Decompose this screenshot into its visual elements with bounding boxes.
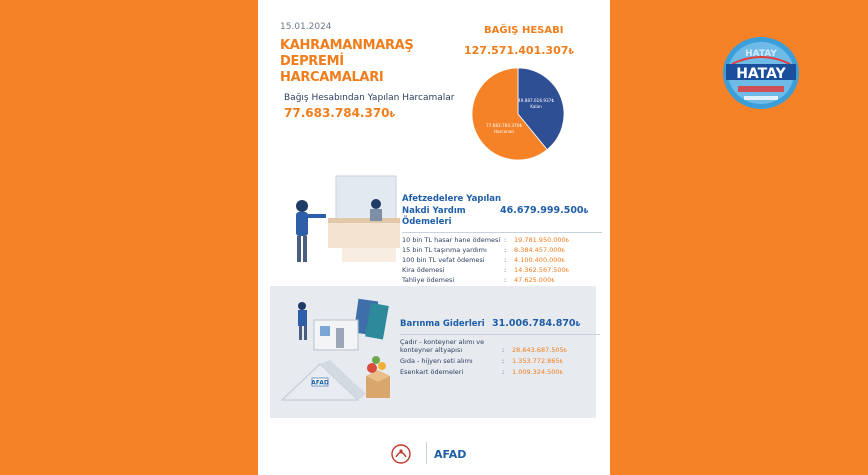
cash-aid-total-value: 46.679.999.500: [500, 205, 584, 216]
ministry-emblem-icon: [390, 442, 412, 466]
row-value: 19.781.950.000₺: [514, 236, 569, 244]
currency-symbol: ₺: [583, 207, 589, 215]
account-amount-value: 127.571.401.307: [464, 44, 569, 57]
row-colon: :: [504, 266, 507, 274]
account-title: BAĞIŞ HESABI: [484, 25, 564, 36]
page-title: [280, 38, 480, 86]
cash-aid-total: [500, 205, 588, 216]
donation-pie-chart: [468, 64, 568, 164]
row-value: 1.353.772.865₺: [512, 357, 563, 365]
row-value: 47.625.000₺: [514, 276, 555, 284]
tent-afad-label: AFAD: [311, 379, 329, 387]
row-colon: :: [504, 236, 507, 244]
shelter-rows: [400, 338, 600, 376]
row-value: 1.009.324.500₺: [512, 368, 563, 376]
row-value: 28.643.687.505₺: [512, 346, 567, 354]
row-value: 4.100.400.000₺: [514, 256, 565, 264]
cash-aid-section: [402, 194, 602, 286]
row-value: 8.384.457.000₺: [514, 246, 565, 254]
shelter-total: [492, 318, 580, 329]
row-label: Kira ödemesi: [402, 266, 445, 274]
hatay-brand-logo: [722, 36, 800, 110]
spent-subtitle: Bağış Hesabından Yapılan Harcamalar: [284, 93, 455, 103]
shelter-row: [400, 338, 600, 354]
row-colon: :: [502, 368, 505, 376]
divider: [400, 334, 600, 335]
row-label: Tahliye ödemesi: [402, 276, 455, 284]
shelter-row: [400, 357, 600, 365]
row-colon: :: [502, 357, 505, 365]
shelter-total-value: 31.006.784.870: [492, 318, 576, 329]
shelter-illustration: [276, 292, 396, 414]
row-label: Gıda - hijyen seti alımı: [400, 357, 473, 365]
row-label: Esenkart ödemeleri: [400, 368, 464, 376]
footer-logos: [258, 440, 610, 470]
footer-divider: [426, 442, 427, 464]
pie-label-remaining-value: 49.887.616.937₺: [518, 98, 554, 103]
cash-aid-row: [402, 256, 602, 264]
cash-aid-row: [402, 236, 602, 244]
cash-aid-heading-line-2: Nakdi Yardım Ödemeleri: [402, 206, 466, 227]
row-colon: :: [504, 256, 507, 264]
account-amount: [464, 44, 574, 57]
row-colon: :: [504, 246, 507, 254]
currency-symbol: ₺: [575, 320, 581, 328]
infographic-sheet: [258, 0, 610, 475]
divider: [402, 232, 602, 233]
row-label: 10 bin TL hasar hane ödemesi: [402, 236, 501, 244]
cash-aid-row: [402, 246, 602, 254]
row-colon: :: [502, 346, 505, 354]
title-line-1: KAHRAMANMARAŞ DEPREMİ: [280, 38, 414, 69]
brand-name-main: HATAY: [736, 66, 786, 82]
spent-total-value: 77.683.784.370: [284, 106, 390, 120]
row-colon: :: [504, 276, 507, 284]
pie-label-remaining-text: Kalan: [530, 104, 542, 109]
currency-symbol: ₺: [568, 47, 574, 56]
brand-name-top: HATAY: [745, 49, 777, 59]
row-value: 14.362.567.500₺: [514, 266, 569, 274]
cash-aid-row: [402, 266, 602, 274]
shelter-heading: Barınma Giderleri: [400, 319, 485, 329]
cash-aid-rows: [402, 236, 602, 284]
row-label: 15 bin TL taşınma yardımı: [402, 246, 487, 254]
afad-logo: AFAD: [434, 448, 467, 461]
cash-aid-heading-line-1: Afetzedelere Yapılan: [402, 194, 502, 204]
pie-label-spent-value: 77.683.784.370₺: [486, 123, 522, 128]
shelter-row: [400, 368, 600, 376]
cash-aid-row: [402, 276, 602, 284]
row-label: Çadır - konteyner alımı ve konteyner altyapısı: [400, 338, 485, 354]
pie-label-spent-text: Harcanan: [493, 129, 515, 134]
row-label: 100 bin TL vefat ödemesi: [402, 256, 485, 264]
title-line-2: HARCAMALARI: [280, 70, 384, 85]
help-desk-illustration: [288, 172, 400, 272]
shelter-section: [400, 318, 600, 379]
spent-total: [284, 106, 395, 120]
currency-symbol: ₺: [389, 110, 396, 119]
report-date: 15.01.2024: [280, 22, 332, 32]
